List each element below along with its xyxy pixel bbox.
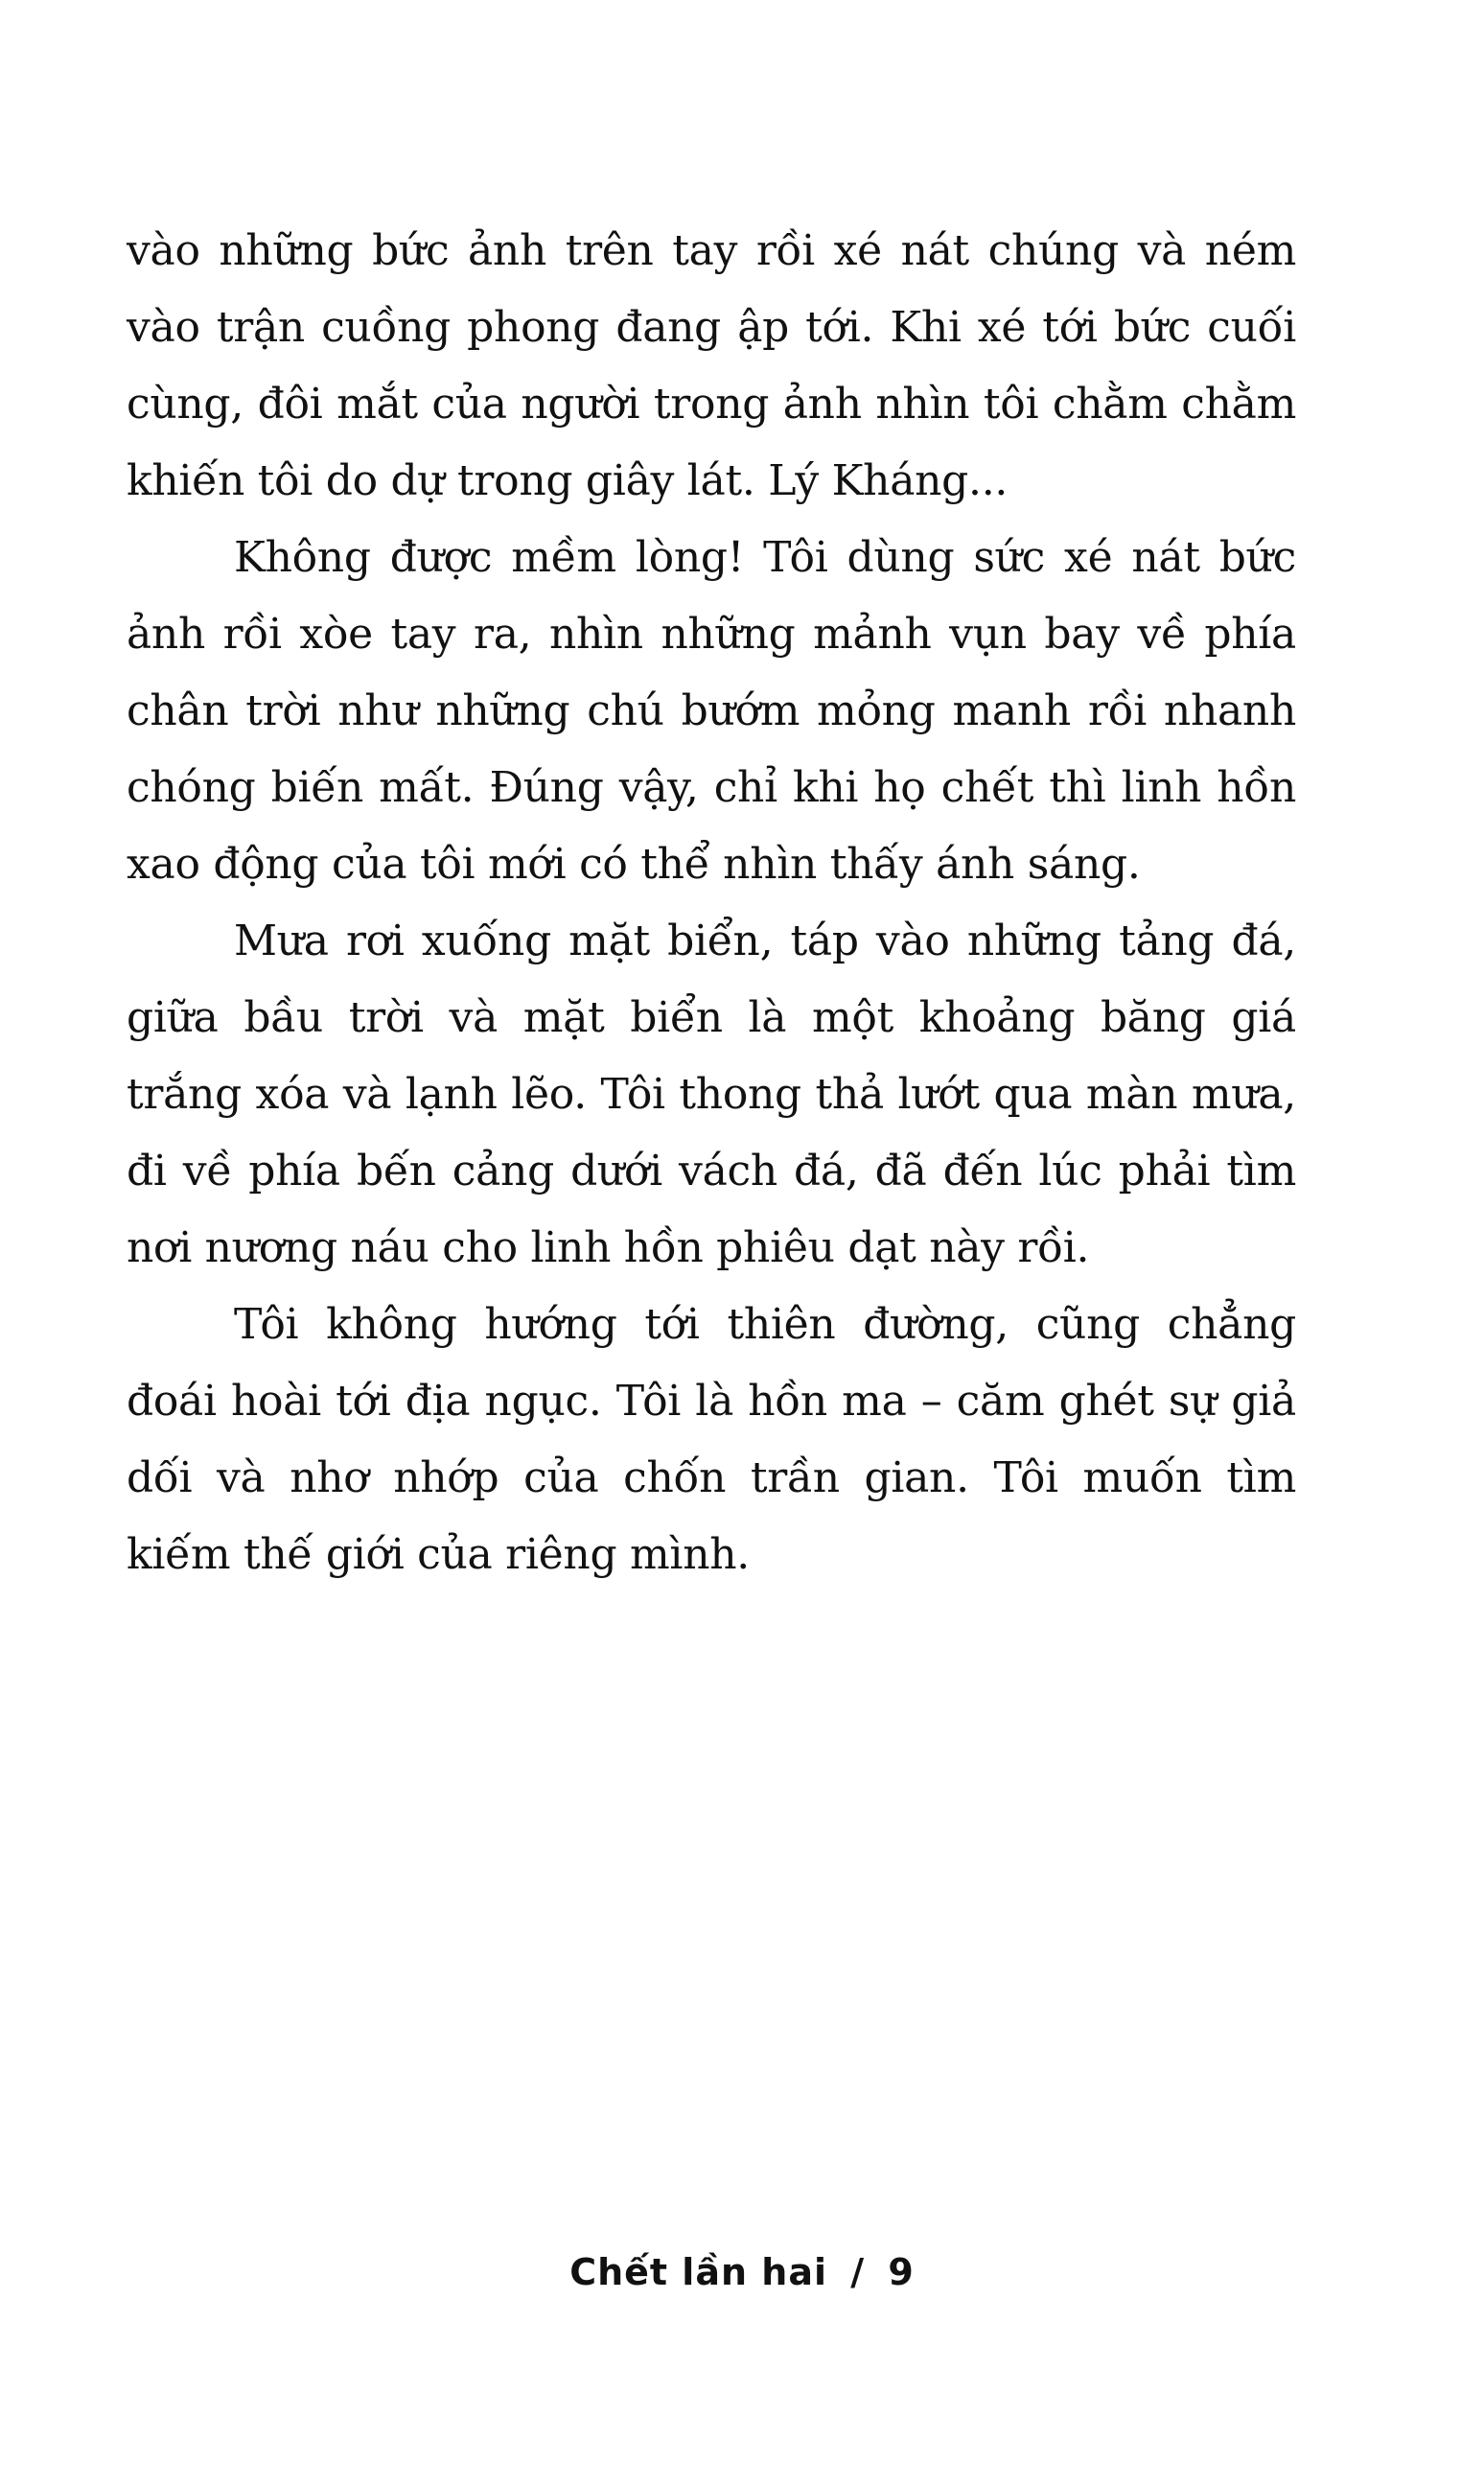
paragraph-4: Tôi không hướng tới thiên đường, cũng chẳng đoái hoài tới địa ngục. Tôi là hồn ma – căm ghét sự giả dối và nhơ nhớp của chốn trần gian. Tôi muốn tìm kiếm thế giới của riêng mình. [127, 1300, 1296, 1579]
body-text [127, 213, 1296, 1593]
page-footer [0, 2251, 1484, 2293]
paragraph-3: Mưa rơi xuống mặt biển, táp vào những tảng đá, giữa bầu trời và mặt biển là một khoảng băng giá trắng xóa và lạnh lẽo. Tôi thong thả lướt qua màn mưa, đi về phía bến cảng dưới vách đá, đã đến lúc phải tìm nơi nương náu cho linh hồn phiêu dạt này rồi. [127, 917, 1296, 1272]
page-number: 9 [888, 2251, 915, 2293]
paragraph-2: Không được mềm lòng! Tôi dùng sức xé nát bức ảnh rồi xòe tay ra, nhìn những mảnh vụn bay về phía chân trời như những chú bướm mỏng manh rồi nhanh chóng biến mất. Đúng vậy, chỉ khi họ chết thì linh hồn xao động của tôi mới có thể nhìn thấy ánh sáng. [127, 533, 1296, 889]
footer-separator: / [850, 2251, 866, 2293]
paragraph-1: vào những bức ảnh trên tay rồi xé nát chúng và ném vào trận cuồng phong đang ập tới. Khi xé tới bức cuối cùng, đôi mắt của người trong ảnh nhìn tôi chằm chằm khiến tôi do dự trong giây lát. Lý Kháng... [127, 226, 1296, 505]
book-title: Chết lần hai [569, 2251, 827, 2293]
